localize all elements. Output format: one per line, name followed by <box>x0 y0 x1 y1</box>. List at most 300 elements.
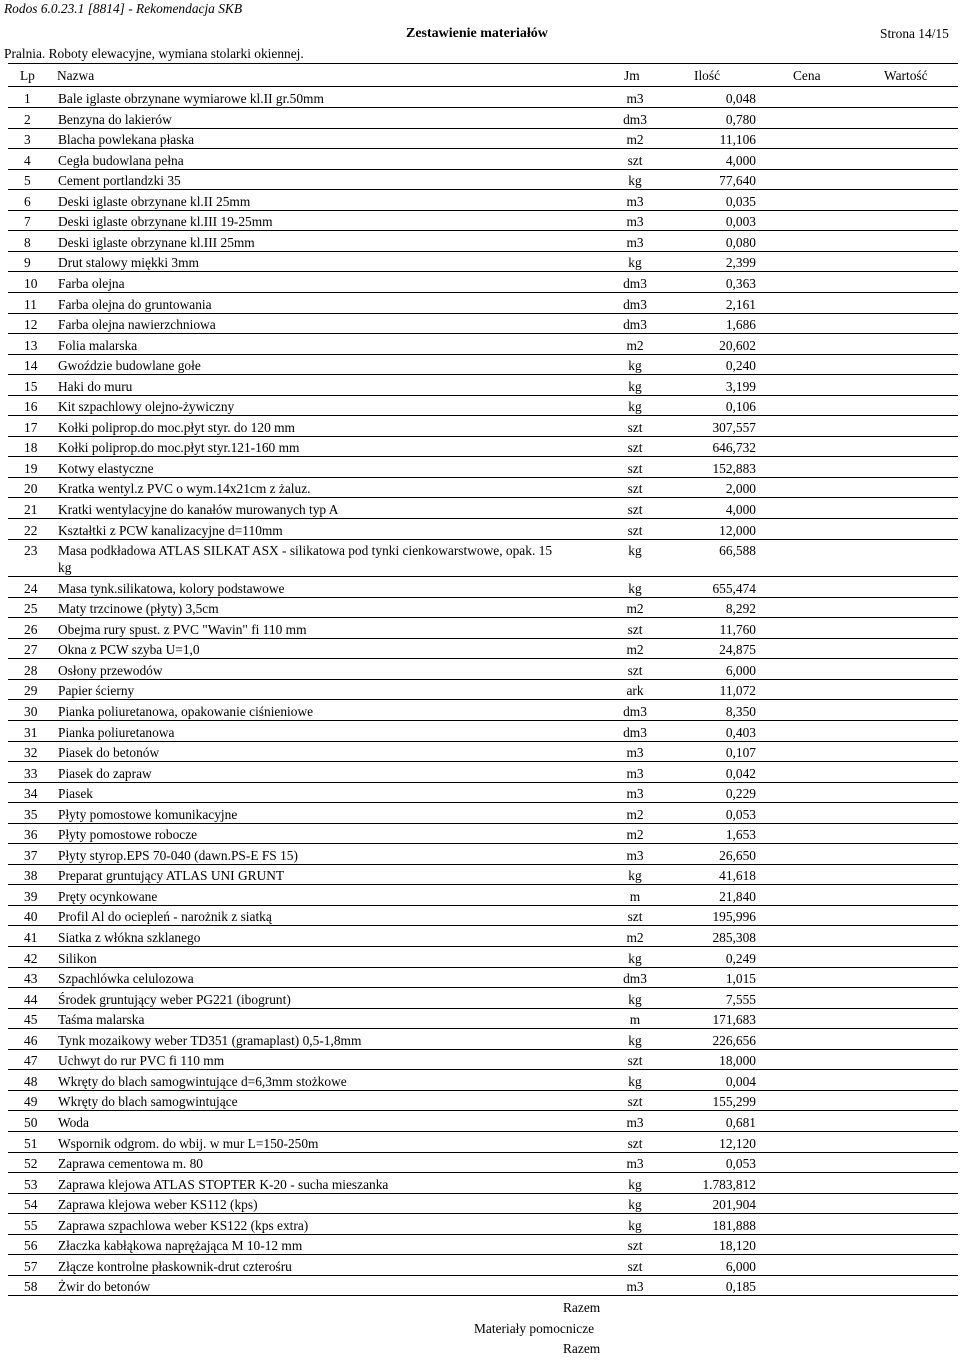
row-lp: 8 <box>24 234 31 250</box>
row-divider <box>8 1028 958 1029</box>
column-header-qty: Ilość <box>694 68 721 83</box>
row-quantity: 307,557 <box>712 419 756 435</box>
table-row <box>0 1053 960 1074</box>
table-row <box>0 297 960 318</box>
row-name: Drut stalowy miękki 3mm <box>58 255 199 271</box>
row-lp: 50 <box>24 1114 38 1130</box>
table-row <box>0 153 960 174</box>
row-lp: 5 <box>24 173 31 189</box>
row-quantity: 4,000 <box>725 502 756 517</box>
row-divider <box>8 1295 958 1296</box>
row-lp: 42 <box>24 950 38 966</box>
table-row <box>0 132 960 153</box>
table-row <box>0 683 960 704</box>
row-unit: dm3 <box>623 724 647 740</box>
row-lp: 2 <box>24 111 31 127</box>
row-divider <box>8 1254 958 1255</box>
row-unit: dm3 <box>623 275 647 291</box>
row-quantity: 0,780 <box>725 111 756 127</box>
row-name: Kształtki z PCW kanalizacyjne d=110mm <box>58 522 283 538</box>
row-quantity: 4,000 <box>725 152 756 168</box>
row-divider <box>8 539 958 540</box>
row-lp: 53 <box>24 1176 38 1192</box>
row-quantity: 11,106 <box>719 132 756 148</box>
row-lp: 31 <box>24 724 38 740</box>
table-row <box>0 379 960 400</box>
row-name: Haki do muru <box>58 378 133 394</box>
row-name: Żwir do betonów <box>58 1279 151 1295</box>
aux-materials-label: Materiały pomocnicze <box>474 1321 595 1336</box>
row-unit: szt <box>627 621 643 637</box>
row-lp: 38 <box>24 868 38 884</box>
row-name: Siatka z włókna szklanego <box>58 930 201 945</box>
row-unit: m <box>629 888 641 904</box>
table-row <box>0 827 960 848</box>
table-row <box>0 440 960 461</box>
table-row <box>0 807 960 828</box>
row-unit: m2 <box>626 827 644 843</box>
row-quantity: 2,000 <box>725 481 756 497</box>
row-unit: kg <box>628 1197 642 1213</box>
row-divider <box>8 576 958 577</box>
row-unit: kg <box>628 1176 642 1192</box>
row-lp: 23 <box>24 543 38 559</box>
row-name: Piasek do zapraw <box>58 765 152 781</box>
row-name: Masa podkładowa ATLAS SILKAT ASX - silikatowa pod tynki cienkowarstwowe, opak. 15 <box>58 543 553 559</box>
row-lp: 52 <box>24 1156 38 1172</box>
row-quantity: 2,399 <box>725 255 756 271</box>
row-quantity: 181,888 <box>712 1217 756 1233</box>
row-quantity: 0,249 <box>725 950 756 966</box>
row-divider <box>8 699 958 700</box>
row-unit: kg <box>628 543 642 559</box>
row-name: Okna z PCW szyba U=1,0 <box>58 642 200 658</box>
row-lp: 10 <box>24 275 38 291</box>
row-quantity: 0,107 <box>725 745 756 761</box>
row-divider <box>8 925 958 926</box>
row-divider <box>8 189 958 190</box>
row-name: Kratka wentyl.z PVC o wym.14x21cm z żaluz. <box>58 481 311 497</box>
row-unit: m3 <box>626 1156 644 1172</box>
row-name: Preparat gruntujący ATLAS UNI GRUNT <box>58 868 285 884</box>
row-name: Papier ścierny <box>58 683 135 699</box>
row-unit: dm3 <box>623 971 647 987</box>
table-row <box>0 338 960 359</box>
subtitle: Pralnia. Roboty elewacyjne, wymiana stolarki okiennej. <box>4 46 304 61</box>
row-divider <box>8 354 958 355</box>
row-unit: dm3 <box>623 317 647 333</box>
row-unit: szt <box>627 440 643 456</box>
row-lp: 34 <box>24 786 38 802</box>
table-row <box>0 173 960 194</box>
row-name: Szpachlówka celulozowa <box>58 971 194 987</box>
row-unit: kg <box>628 1217 642 1233</box>
row-quantity: 20,602 <box>719 337 756 353</box>
row-unit: m3 <box>626 745 644 761</box>
row-unit: kg <box>628 1032 642 1048</box>
row-quantity: 152,883 <box>712 460 756 476</box>
table-row <box>0 543 960 576</box>
row-lp: 45 <box>24 1012 38 1028</box>
row-unit: m3 <box>626 214 644 230</box>
row-lp: 44 <box>24 991 38 1007</box>
row-lp: 7 <box>24 214 31 230</box>
row-name: Płyty styrop.EPS 70-040 (dawn.PS-E FS 15) <box>58 847 298 863</box>
row-unit: szt <box>627 1094 643 1110</box>
row-unit: szt <box>627 1238 643 1254</box>
row-unit: dm3 <box>623 296 647 312</box>
row-lp: 18 <box>24 440 38 456</box>
row-name: Farba olejna <box>58 275 125 291</box>
row-quantity: 18,120 <box>719 1238 756 1254</box>
row-lp: 35 <box>24 806 38 822</box>
row-unit: szt <box>627 662 643 678</box>
row-lp: 19 <box>24 460 38 476</box>
row-divider <box>8 946 958 947</box>
table-row <box>0 622 960 643</box>
row-unit: szt <box>627 909 643 925</box>
row-divider <box>8 843 958 844</box>
row-unit: kg <box>628 1073 642 1089</box>
row-lp: 20 <box>24 481 38 497</box>
table-row <box>0 1033 960 1054</box>
row-unit: m3 <box>626 193 644 209</box>
row-unit: m3 <box>626 765 644 781</box>
row-name: Pianka poliuretanowa <box>58 724 175 740</box>
table-row <box>0 889 960 910</box>
row-unit: szt <box>627 152 643 168</box>
table-row <box>0 276 960 297</box>
row-quantity: 0,053 <box>725 1156 756 1172</box>
table-row <box>0 1218 960 1239</box>
row-lp: 3 <box>24 132 31 148</box>
row-name: Farba olejna nawierzchniowa <box>58 317 216 333</box>
column-header-value: Wartość <box>884 68 928 83</box>
row-name: Woda <box>58 1114 89 1130</box>
row-divider <box>8 456 958 457</box>
row-name: Wkręty do blach samogwintujące <box>58 1094 238 1110</box>
total-label-2: Razem <box>563 1341 601 1356</box>
row-divider <box>8 436 958 437</box>
row-unit: m3 <box>626 847 644 863</box>
row-name: Masa tynk.silikatowa, kolory podstawowe <box>58 580 285 596</box>
row-divider <box>8 1275 958 1276</box>
row-quantity: 0,681 <box>725 1114 756 1130</box>
row-divider <box>8 761 958 762</box>
row-quantity: 18,000 <box>719 1053 756 1069</box>
row-divider <box>8 597 958 598</box>
row-name: Złaczka kabłąkowa naprężająca M 10-12 mm <box>58 1238 303 1254</box>
column-header-jm: Jm <box>624 68 640 83</box>
table-row <box>0 766 960 787</box>
row-lp: 55 <box>24 1217 38 1233</box>
row-quantity: 0,240 <box>725 358 756 374</box>
row-lp: 36 <box>24 827 38 843</box>
row-lp: 46 <box>24 1032 38 1048</box>
row-divider <box>8 1234 958 1235</box>
table-row <box>0 786 960 807</box>
row-lp: 29 <box>24 683 38 699</box>
row-name: Zaprawa cementowa m. 80 <box>58 1156 204 1172</box>
header-bottom-rule <box>8 86 958 87</box>
table-row <box>0 704 960 725</box>
row-unit: kg <box>628 580 642 596</box>
row-divider <box>8 230 958 231</box>
row-unit: kg <box>628 378 642 394</box>
row-unit: m3 <box>626 1279 644 1295</box>
table-row <box>0 1238 960 1259</box>
row-unit: kg <box>628 358 642 374</box>
row-unit: m3 <box>626 91 644 106</box>
row-unit: m3 <box>626 1114 644 1130</box>
table-row <box>0 214 960 235</box>
row-quantity: 1,015 <box>725 971 756 987</box>
row-name: Pręty ocynkowane <box>58 888 158 904</box>
table-row <box>0 461 960 482</box>
row-divider <box>8 477 958 478</box>
row-name: Piasek <box>58 786 93 802</box>
row-divider <box>8 1193 958 1194</box>
row-divider <box>8 802 958 803</box>
row-lp: 28 <box>24 662 38 678</box>
row-unit: m <box>629 1012 641 1028</box>
row-unit: szt <box>627 1053 643 1069</box>
row-divider <box>8 720 958 721</box>
row-quantity: 21,840 <box>719 888 756 904</box>
row-quantity: 0,004 <box>725 1073 756 1089</box>
header-top-rule <box>8 63 958 64</box>
row-divider <box>8 107 958 108</box>
row-lp: 32 <box>24 745 38 761</box>
row-name: Środek gruntujący weber PG221 (ibogrunt) <box>58 991 291 1007</box>
row-quantity: 0,003 <box>725 214 756 230</box>
row-unit: kg <box>628 950 642 966</box>
row-name: Zaprawa klejowa weber KS112 (kps) <box>58 1197 258 1213</box>
row-quantity: 0,053 <box>725 806 756 822</box>
row-lp: 49 <box>24 1094 38 1110</box>
table-row <box>0 317 960 338</box>
row-quantity: 0,035 <box>725 193 756 209</box>
row-name: Kotwy elastyczne <box>58 460 154 476</box>
row-divider <box>8 905 958 906</box>
table-row <box>0 930 960 951</box>
row-quantity: 646,732 <box>712 440 756 456</box>
table-row <box>0 992 960 1013</box>
row-divider <box>8 617 958 618</box>
row-unit: m2 <box>626 806 644 822</box>
table-row <box>0 725 960 746</box>
row-divider <box>8 741 958 742</box>
row-divider <box>8 658 958 659</box>
row-lp: 25 <box>24 601 38 617</box>
column-header-name: Nazwa <box>57 68 95 83</box>
row-quantity: 41,618 <box>719 868 756 884</box>
row-lp: 47 <box>24 1053 38 1069</box>
row-name: Farba olejna do gruntowania <box>58 296 212 312</box>
row-name: Kratki wentylacyjne do kanałów murowanych typ A <box>58 502 339 517</box>
row-name-continuation: kg <box>58 560 72 576</box>
row-name: Taśma malarska <box>58 1012 145 1028</box>
row-divider <box>8 1049 958 1050</box>
table-row <box>0 848 960 869</box>
row-divider <box>8 638 958 639</box>
row-divider <box>8 210 958 211</box>
table-row <box>0 112 960 133</box>
row-lp: 13 <box>24 337 38 353</box>
row-lp: 6 <box>24 193 31 209</box>
row-lp: 16 <box>24 399 38 415</box>
row-divider <box>8 292 958 293</box>
row-lp: 37 <box>24 847 38 863</box>
row-name: Tynk mozaikowy weber TD351 (gramaplast) 0,5-1,8mm <box>58 1032 362 1048</box>
row-quantity: 0,403 <box>725 724 756 740</box>
table-row <box>0 581 960 602</box>
table-row <box>0 1197 960 1218</box>
row-quantity: 655,474 <box>712 580 756 596</box>
doc-title: Zestawienie materiałów <box>406 26 548 41</box>
row-quantity: 226,656 <box>712 1032 756 1048</box>
row-quantity: 11,072 <box>719 683 756 699</box>
table-row <box>0 601 960 622</box>
row-divider <box>8 1131 958 1132</box>
table-row <box>0 909 960 930</box>
table-row <box>0 91 960 112</box>
row-name: Kołki poliprop.do moc.płyt styr. do 120 mm <box>58 419 295 435</box>
row-divider <box>8 884 958 885</box>
row-quantity: 0,229 <box>725 786 756 802</box>
row-divider <box>8 823 958 824</box>
table-row <box>0 235 960 256</box>
row-unit: szt <box>627 460 643 476</box>
row-quantity: 0,185 <box>725 1279 756 1295</box>
row-divider <box>8 1152 958 1153</box>
row-divider <box>8 1008 958 1009</box>
row-quantity: 8,350 <box>725 703 756 719</box>
row-lp: 12 <box>24 317 38 333</box>
row-quantity: 12,000 <box>719 522 756 538</box>
row-name: Cement portlandzki 35 <box>58 173 181 189</box>
row-divider <box>8 1213 958 1214</box>
row-lp: 26 <box>24 621 38 637</box>
row-lp: 40 <box>24 909 38 925</box>
row-quantity: 77,640 <box>719 173 756 189</box>
table-row <box>0 1115 960 1136</box>
row-divider <box>8 271 958 272</box>
row-name: Cegła budowlana pełna <box>58 152 184 168</box>
table-row <box>0 1177 960 1198</box>
app-title: Rodos 6.0.23.1 [8814] - Rekomendacja SKB <box>4 1 243 16</box>
row-quantity: 66,588 <box>719 543 756 559</box>
table-row <box>0 868 960 889</box>
row-divider <box>8 333 958 334</box>
row-lp: 14 <box>24 358 38 374</box>
row-quantity: 11,760 <box>719 621 756 637</box>
row-name: Deski iglaste obrzynane kl.II 25mm <box>58 193 251 209</box>
row-name: Profil Al do ociepleń - narożnik z siatką <box>58 909 272 925</box>
row-quantity: 1,653 <box>725 827 756 843</box>
row-lp: 15 <box>24 378 38 394</box>
column-header-price: Cena <box>793 68 821 83</box>
row-unit: szt <box>627 522 643 538</box>
row-name: Deski iglaste obrzynane kl.III 19-25mm <box>58 214 273 230</box>
row-name: Płyty pomostowe komunikacyjne <box>58 806 238 822</box>
row-lp: 22 <box>24 522 38 538</box>
row-divider <box>8 169 958 170</box>
row-divider <box>8 1090 958 1091</box>
row-unit: kg <box>628 399 642 415</box>
table-row <box>0 420 960 441</box>
row-divider <box>8 497 958 498</box>
row-quantity: 171,683 <box>712 1012 756 1028</box>
row-unit: szt <box>627 1135 643 1151</box>
row-name: Zaprawa szpachlowa weber KS122 (kps extra) <box>58 1217 309 1233</box>
row-lp: 51 <box>24 1135 38 1151</box>
total-label: Razem <box>563 1300 601 1315</box>
row-divider <box>8 415 958 416</box>
row-unit: m2 <box>626 930 644 945</box>
row-divider <box>8 128 958 129</box>
row-unit: kg <box>628 868 642 884</box>
row-name: Kit szpachlowy olejno-żywiczny <box>58 399 235 415</box>
row-unit: szt <box>627 502 643 517</box>
table-row <box>0 1012 960 1033</box>
row-divider <box>8 395 958 396</box>
row-lp: 58 <box>24 1279 38 1295</box>
row-name: Maty trzcinowe (płyty) 3,5cm <box>58 601 219 617</box>
row-unit: szt <box>627 1258 643 1274</box>
table-row <box>0 1136 960 1157</box>
row-unit: szt <box>627 419 643 435</box>
row-unit: kg <box>628 991 642 1007</box>
row-name: Deski iglaste obrzynane kl.III 25mm <box>58 234 255 250</box>
row-lp: 43 <box>24 971 38 987</box>
row-quantity: 6,000 <box>725 662 756 678</box>
row-quantity: 26,650 <box>719 847 756 863</box>
row-name: Gwoździe budowlane gołe <box>58 358 201 374</box>
row-lp: 4 <box>24 152 31 168</box>
row-lp: 48 <box>24 1073 38 1089</box>
row-name: Zaprawa klejowa ATLAS STOPTER K-20 - sucha mieszanka <box>58 1176 389 1192</box>
table-row <box>0 1156 960 1177</box>
row-quantity: 155,299 <box>712 1094 756 1110</box>
row-name: Wkręty do blach samogwintujące d=6,3mm stożkowe <box>58 1073 347 1089</box>
table-row <box>0 1074 960 1095</box>
row-quantity: 12,120 <box>719 1135 756 1151</box>
row-unit: m2 <box>626 337 644 353</box>
table-row <box>0 745 960 766</box>
row-unit: dm3 <box>623 111 647 127</box>
row-lp: 41 <box>24 930 38 945</box>
table-row <box>0 399 960 420</box>
row-name: Osłony przewodów <box>58 662 163 678</box>
table-row <box>0 951 960 972</box>
page-number: Strona 14/15 <box>880 26 949 41</box>
row-divider <box>8 782 958 783</box>
row-lp: 39 <box>24 888 38 904</box>
row-quantity: 195,996 <box>712 909 756 925</box>
row-unit: m2 <box>626 132 644 148</box>
row-quantity: 201,904 <box>712 1197 756 1213</box>
table-row <box>0 1279 960 1300</box>
row-name: Pianka poliuretanowa, opakowanie ciśnieniowe <box>58 703 314 719</box>
row-lp: 11 <box>24 296 37 312</box>
row-divider <box>8 967 958 968</box>
row-quantity: 7,555 <box>725 991 756 1007</box>
row-unit: szt <box>627 481 643 497</box>
row-divider <box>8 1110 958 1111</box>
row-quantity: 1.783,812 <box>702 1176 756 1192</box>
row-name: Uchwyt do rur PVC fi 110 mm <box>58 1053 225 1069</box>
